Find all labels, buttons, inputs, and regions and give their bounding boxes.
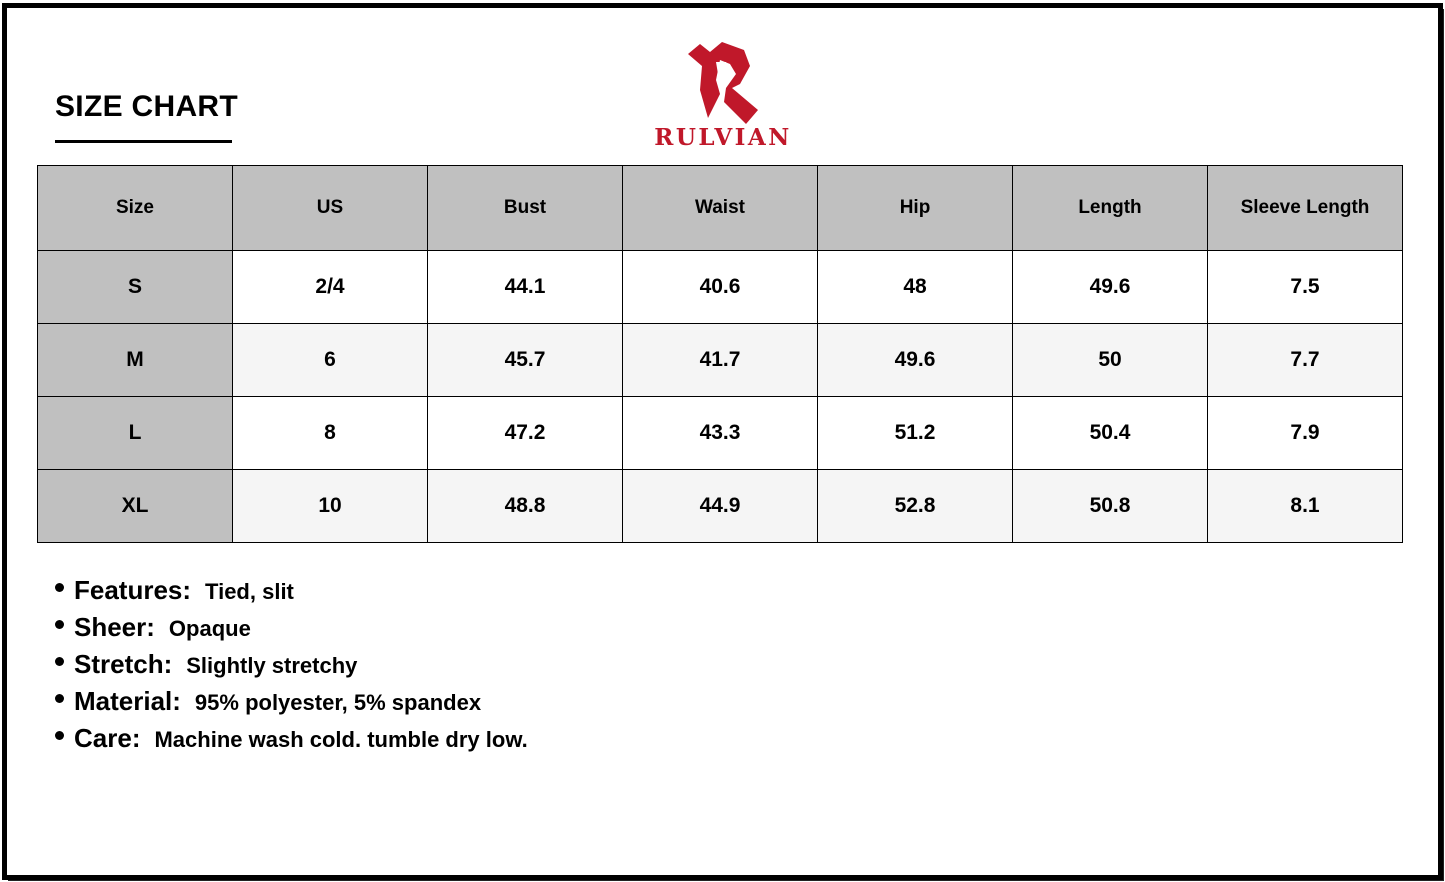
feature-label: Stretch: [74, 649, 173, 679]
length-cell: 49.6 [1013, 251, 1208, 324]
bullet-icon [55, 731, 64, 740]
bust-cell: 48.8 [428, 470, 623, 543]
us-cell: 6 [233, 324, 428, 397]
us-cell: 8 [233, 397, 428, 470]
feature-list [55, 575, 528, 760]
size-cell: L [38, 397, 233, 470]
feature-value: Tied, slit [205, 579, 294, 604]
feature-value: Machine wash cold. tumble dry low. [154, 727, 528, 752]
bust-cell: 44.1 [428, 251, 623, 324]
waist-cell: 43.3 [623, 397, 818, 470]
list-item [55, 612, 528, 649]
hip-cell: 52.8 [818, 470, 1013, 543]
bullet-icon [55, 694, 64, 703]
list-item [55, 575, 528, 612]
length-cell: 50.4 [1013, 397, 1208, 470]
length-cell: 50.8 [1013, 470, 1208, 543]
title-underline [55, 140, 232, 143]
sleeve-length-cell: 8.1 [1208, 470, 1403, 543]
feature-label: Material: [74, 686, 181, 716]
hip-cell: 48 [818, 251, 1013, 324]
header-waist: Waist [623, 166, 818, 251]
table-row [38, 470, 1403, 543]
sleeve-length-cell: 7.7 [1208, 324, 1403, 397]
feature-value: 95% polyester, 5% spandex [194, 690, 482, 715]
list-item [55, 723, 528, 760]
table-row [38, 324, 1403, 397]
sleeve-length-cell: 7.9 [1208, 397, 1403, 470]
size-cell: M [38, 324, 233, 397]
header-size: Size [38, 166, 233, 251]
bust-cell: 47.2 [428, 397, 623, 470]
table-row [38, 251, 1403, 324]
size-table [37, 165, 1403, 543]
waist-cell: 40.6 [623, 251, 818, 324]
table-header-row [38, 166, 1403, 251]
us-cell: 10 [233, 470, 428, 543]
size-cell: XL [38, 470, 233, 543]
page-title: SIZE CHART [55, 90, 238, 123]
waist-cell: 41.7 [623, 324, 818, 397]
waist-cell: 44.9 [623, 470, 818, 543]
bust-cell: 45.7 [428, 324, 623, 397]
hip-cell: 49.6 [818, 324, 1013, 397]
brand-logo [648, 38, 798, 153]
bullet-icon [55, 620, 64, 629]
feature-value: Opaque [168, 616, 251, 641]
table-row [38, 397, 1403, 470]
bullet-icon [55, 583, 64, 592]
header-length: Length [1013, 166, 1208, 251]
length-cell: 50 [1013, 324, 1208, 397]
hip-cell: 51.2 [818, 397, 1013, 470]
sleeve-length-cell: 7.5 [1208, 251, 1403, 324]
feature-label: Care: [74, 723, 141, 753]
list-item [55, 649, 528, 686]
us-cell: 2/4 [233, 251, 428, 324]
size-cell: S [38, 251, 233, 324]
header-bust: Bust [428, 166, 623, 251]
header-us: US [233, 166, 428, 251]
feature-value: Slightly stretchy [186, 653, 358, 678]
list-item [55, 686, 528, 723]
brand-name: RULVIAN [654, 124, 792, 151]
feature-label: Features: [74, 575, 192, 605]
header-sleeve-length: Sleeve Length [1208, 166, 1403, 251]
bullet-icon [55, 657, 64, 666]
header-hip: Hip [818, 166, 1013, 251]
r-logo-icon [686, 40, 764, 124]
feature-label: Sheer: [74, 612, 155, 642]
